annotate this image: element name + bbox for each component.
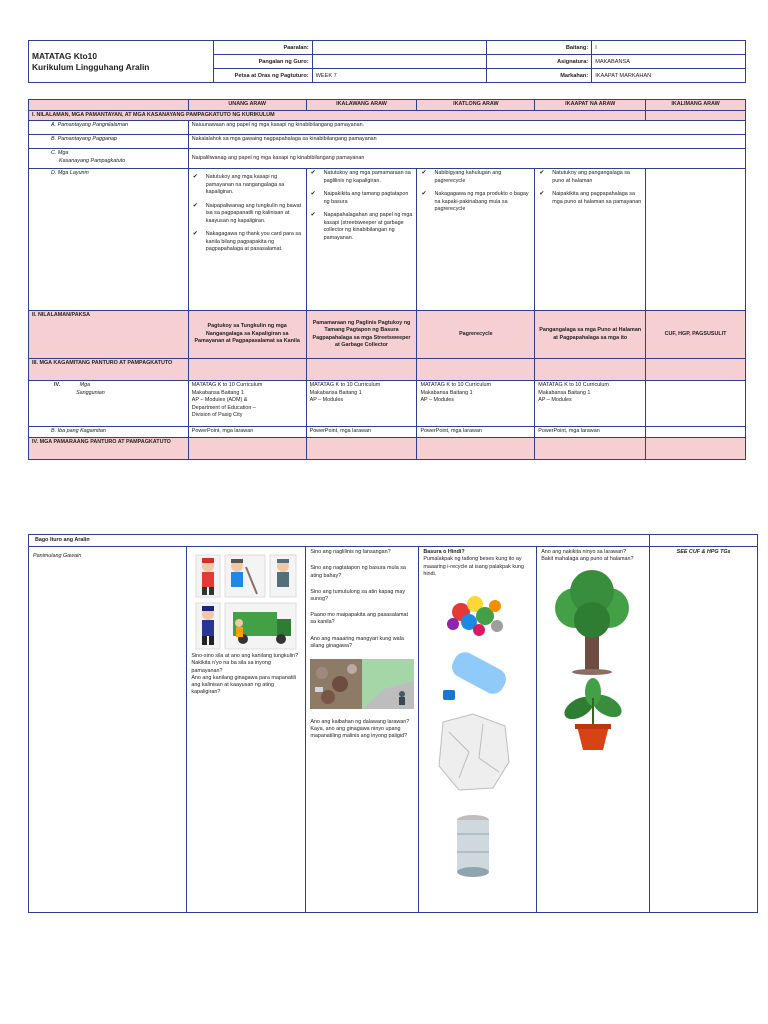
day-1-question: Sino-sino sila at ano ang kanilang tungkulin? — [191, 653, 299, 660]
sanggunian-line: MATATAG K to 10 Curriculum — [420, 382, 492, 388]
activity-day-5: SEE CUF & HPG TGs — [650, 547, 758, 913]
day-2-question: Sino ang nagtatapon ng basura mula sa ating bahay? — [310, 565, 406, 579]
layunin-item: ✔ Naipakikita ang pagpapahalaga sa mga puno at halaman sa pamayanan — [538, 191, 642, 206]
paksa-day-4: Pangangalaga sa mga Puno at Halaman at Pagpapahalaga sa mga ito — [535, 311, 646, 359]
day-2-question: Ano ang maaaring mangyari kung wala silang ginagawa? — [310, 635, 404, 649]
iba-day-4: PowerPoint, mga larawan — [535, 427, 646, 438]
activity-table — [28, 534, 758, 913]
day-header-4: IKAAPAT NA ARAW — [535, 100, 646, 111]
community-helpers-image — [191, 549, 301, 653]
day-4-question: Bakit mahalaga ang puno at halaman? — [541, 556, 634, 563]
day-1-question: Nakikita n'yo na ba sila sa inyong pamayanan? — [191, 660, 271, 674]
weekly-plan-table — [28, 99, 746, 460]
day-2-question: Sino ang naglilinis ng lansangan? — [310, 549, 391, 556]
sanggunian-line: AP – Modules — [538, 397, 572, 403]
layunin-item: ✔ Nakagagawa ng thank you card para sa kanila bilang pagpapakita ng pagpapahalaga at pasasalamat. — [192, 231, 303, 254]
panimulang-gawain-label: Panimulang Gawain — [29, 547, 187, 913]
day-2-question: Kaya, ano ang ginagawa ninyo upang mapanatiling malinis ang inyong paligid? — [310, 726, 408, 740]
layunin-label: D. Mga Layunin — [29, 169, 189, 311]
section-1-title: I. NILALAMAN, MGA PAMANTAYAN, AT MGA KASANAYANG PAMPAGKATUTO NG KURIKULUM — [29, 110, 646, 121]
sanggunian-line: AP – Modules — [309, 397, 344, 403]
iba-day-1: PowerPoint, mga larawan — [188, 427, 306, 438]
layunin-day-1 — [188, 169, 306, 311]
sanggunian-line: Division of Pasig City — [191, 412, 243, 418]
layunin-item: ✔ Nakagagawa ng mga produkto o bagay na kapaki-pakinabang mula sa pagrerecycle — [420, 191, 531, 214]
layunin-day-4 — [535, 169, 646, 311]
sanggunian-label-line-1: Mga — [79, 382, 91, 388]
sanggunian-line: Makabansa Baitang 1 — [191, 389, 244, 396]
pamantayang-pangnilalaman-value: Naiuunawaan ang papel ng mga kasapi ng kinabibilangang pamayanan. — [188, 121, 745, 135]
title-line-2: Kurikulum Lingguhang Aralin — [32, 61, 150, 72]
sanggunian-day-4 — [535, 381, 646, 427]
title-line-1: MATATAG Kto10 — [32, 50, 97, 61]
iba-day-2: PowerPoint, mga larawan — [306, 427, 417, 438]
asignatura-value: MAKABANSA — [592, 55, 746, 69]
activity-header: Bago Ituro ang Aralin — [29, 535, 650, 547]
layunin-item: ✔ Naipapaliwanag ang tungkulin ng bawat isa sa pagpapanatili ng kalinisan at kaayusan ng kapaligiran. — [192, 203, 303, 226]
activity-day-4 — [537, 547, 650, 913]
layunin-item: ✔ Nabibigyang kahulugan ang pagrerecycle — [420, 170, 531, 185]
paksa-day-2: Pamamaraan ng Paglinis Pagtukoy ng Tamang Pagtapon ng Basura Pagpapahalaga sa mga Streetsweeper at Garbage Collector — [306, 311, 417, 359]
kasanayang-label-line-1: C. Mga — [51, 150, 69, 156]
day-2-question: Paano mo maipapakita ang pasasalamat sa kanila? — [310, 612, 409, 626]
day-header-3: IKATLONG ARAW — [417, 100, 535, 111]
section-3-title: III. MGA KAGAMITANG PANTURO AT PAMPAGKATUTO — [29, 359, 189, 381]
sanggunian-number: IV. — [54, 382, 61, 388]
sanggunian-line: Makabansa Baitang 1 — [309, 389, 362, 396]
iba-day-3: PowerPoint, mga larawan — [417, 427, 535, 438]
layunin-item: ✔ Natutukoy ang mga kasapi ng pamayanan na nangangalaga sa kapaligiran. — [192, 174, 303, 197]
kasanayang-pampagkatuto-label — [29, 149, 189, 169]
tin-can-icon — [457, 815, 489, 877]
layunin-day-3 — [417, 169, 535, 311]
pamantayang-pangnilalaman-label: A. Pamantayang Pangnilalaman — [29, 121, 189, 135]
paaralan-value — [312, 41, 487, 55]
iba-pang-kagamitan-label: B. Iba pang Kagamitan — [29, 427, 189, 438]
day-4-question: Ano ang nakikita ninyo sa larawan? — [541, 549, 627, 556]
activity-day-3 — [419, 547, 537, 913]
petsa-label: Petsa at Oras ng Pagtuturo: — [213, 69, 312, 83]
crumpled-paper-icon — [439, 714, 509, 790]
layunin-day-2 — [306, 169, 417, 311]
potted-plant-icon — [561, 678, 626, 750]
activity-day-2 — [306, 547, 419, 913]
street-comparison-image — [310, 659, 414, 709]
sanggunian-line: Department of Education – — [191, 404, 256, 411]
guro-label: Pangalan ng Guro: — [213, 55, 312, 69]
paksa-day-5: CUF, HGP, PAGSUSULIT — [646, 311, 746, 359]
layunin-item: ✔ Naipakikita ang tamang pagtatapon ng basura — [310, 191, 414, 206]
day-2-question: Sino ang tumutulong sa atin kapag may sunog? — [310, 588, 406, 603]
baitang-label: Baitang: — [487, 41, 592, 55]
trash-pile-icon — [447, 596, 503, 636]
sanggunian-line: MATATAG K to 10 Curriculum — [191, 382, 263, 388]
tree-and-plant-image — [541, 568, 645, 758]
markahan-label: Markahan: — [487, 69, 592, 83]
section-4-title: IV. MGA PAMARAANG PANTURO AT PAMPAGKATUTO — [29, 437, 189, 459]
pamantayang-pagganap-label: B. Pamantayang Pagganap — [29, 135, 189, 149]
tree-icon — [555, 570, 629, 675]
layunin-item: ✔ Napapahalagahan ang papel ng mga kasapi (streetsweeper at garbage collector ng kinabibilangan ng pamayanan. — [310, 212, 414, 242]
day-3-title: Basura o Hindi? — [423, 549, 465, 556]
sanggunian-line: MATATAG K to 10 Curriculum — [309, 382, 381, 388]
kasanayang-pampagkatuto-value: Naipaliliwanag ang papel ng mga kasapi ng kinabibilangang pamayanan — [188, 149, 745, 169]
kasanayang-label-line-2: Kasanayang Pampagkatuto — [59, 157, 126, 164]
day-3-instruction: Pumalakpak ng tatlong beses kung ito ay maaaring i-recycle at isang palakpak kung hindi. — [423, 556, 525, 577]
paksa-day-1: Pagtukoy sa Tungkulin ng mga Nangangalaga sa Kapaligiran sa Pamayanan at Pagpapasalamat sa Kanila — [188, 311, 306, 359]
petsa-value: WEEK 7 — [312, 69, 487, 83]
sanggunian-line: Makabansa Baitang 1 — [538, 389, 591, 396]
lesson-header — [28, 40, 746, 83]
markahan-value: IKAAPAT MARKAHAN — [592, 69, 746, 83]
plastic-bottle-icon — [443, 648, 510, 700]
pamantayang-pagganap-value: Nakalalahok sa mga gawaing nagpapahalaga sa kinabibilangang pamayanan — [188, 135, 745, 149]
baitang-value: I — [592, 41, 746, 55]
day-header-5: IKALIMANG ARAW — [646, 100, 746, 111]
recyclables-image — [423, 582, 523, 892]
sanggunian-label — [29, 381, 189, 427]
paaralan-label: Paaralan: — [213, 41, 312, 55]
section-2-title: II. NILALAMAN/PAKSA — [29, 311, 189, 359]
asignatura-label: Asignatura: — [487, 55, 592, 69]
layunin-item: ✔ Natutukoy ang pangangalaga sa puno at halaman — [538, 170, 642, 185]
sanggunian-day-2 — [306, 381, 417, 427]
sanggunian-line: AP – Modules (ADM) & — [191, 397, 248, 403]
paksa-day-3: Pagrerecycle — [417, 311, 535, 359]
sanggunian-day-3 — [417, 381, 535, 427]
guro-value — [312, 55, 487, 69]
sanggunian-line: MATATAG K to 10 Curriculum — [538, 382, 609, 388]
lesson-title — [29, 41, 214, 83]
sanggunian-line: AP – Modules — [420, 397, 454, 403]
day-header-1: UNANG ARAW — [188, 100, 306, 111]
sanggunian-label-line-2: Sanggunian — [76, 389, 105, 396]
activity-day-1 — [187, 547, 306, 913]
day-2-question: Ano ang kaibahan ng dalawang larawan? — [310, 719, 410, 726]
sanggunian-line: Makabansa Baitang 1 — [420, 389, 473, 396]
layunin-item: ✔ Natutukoy ang mga pamamaraan sa paglilinis ng kapaligiran. — [310, 170, 414, 185]
day-1-question: Ano ang kanilang ginagawa para mapanatili ang kalinisan at kaayusan ng ating kapaligiran? — [191, 674, 296, 696]
sanggunian-day-1 — [188, 381, 306, 427]
day-header-2: IKALAWANG ARAW — [306, 100, 417, 111]
